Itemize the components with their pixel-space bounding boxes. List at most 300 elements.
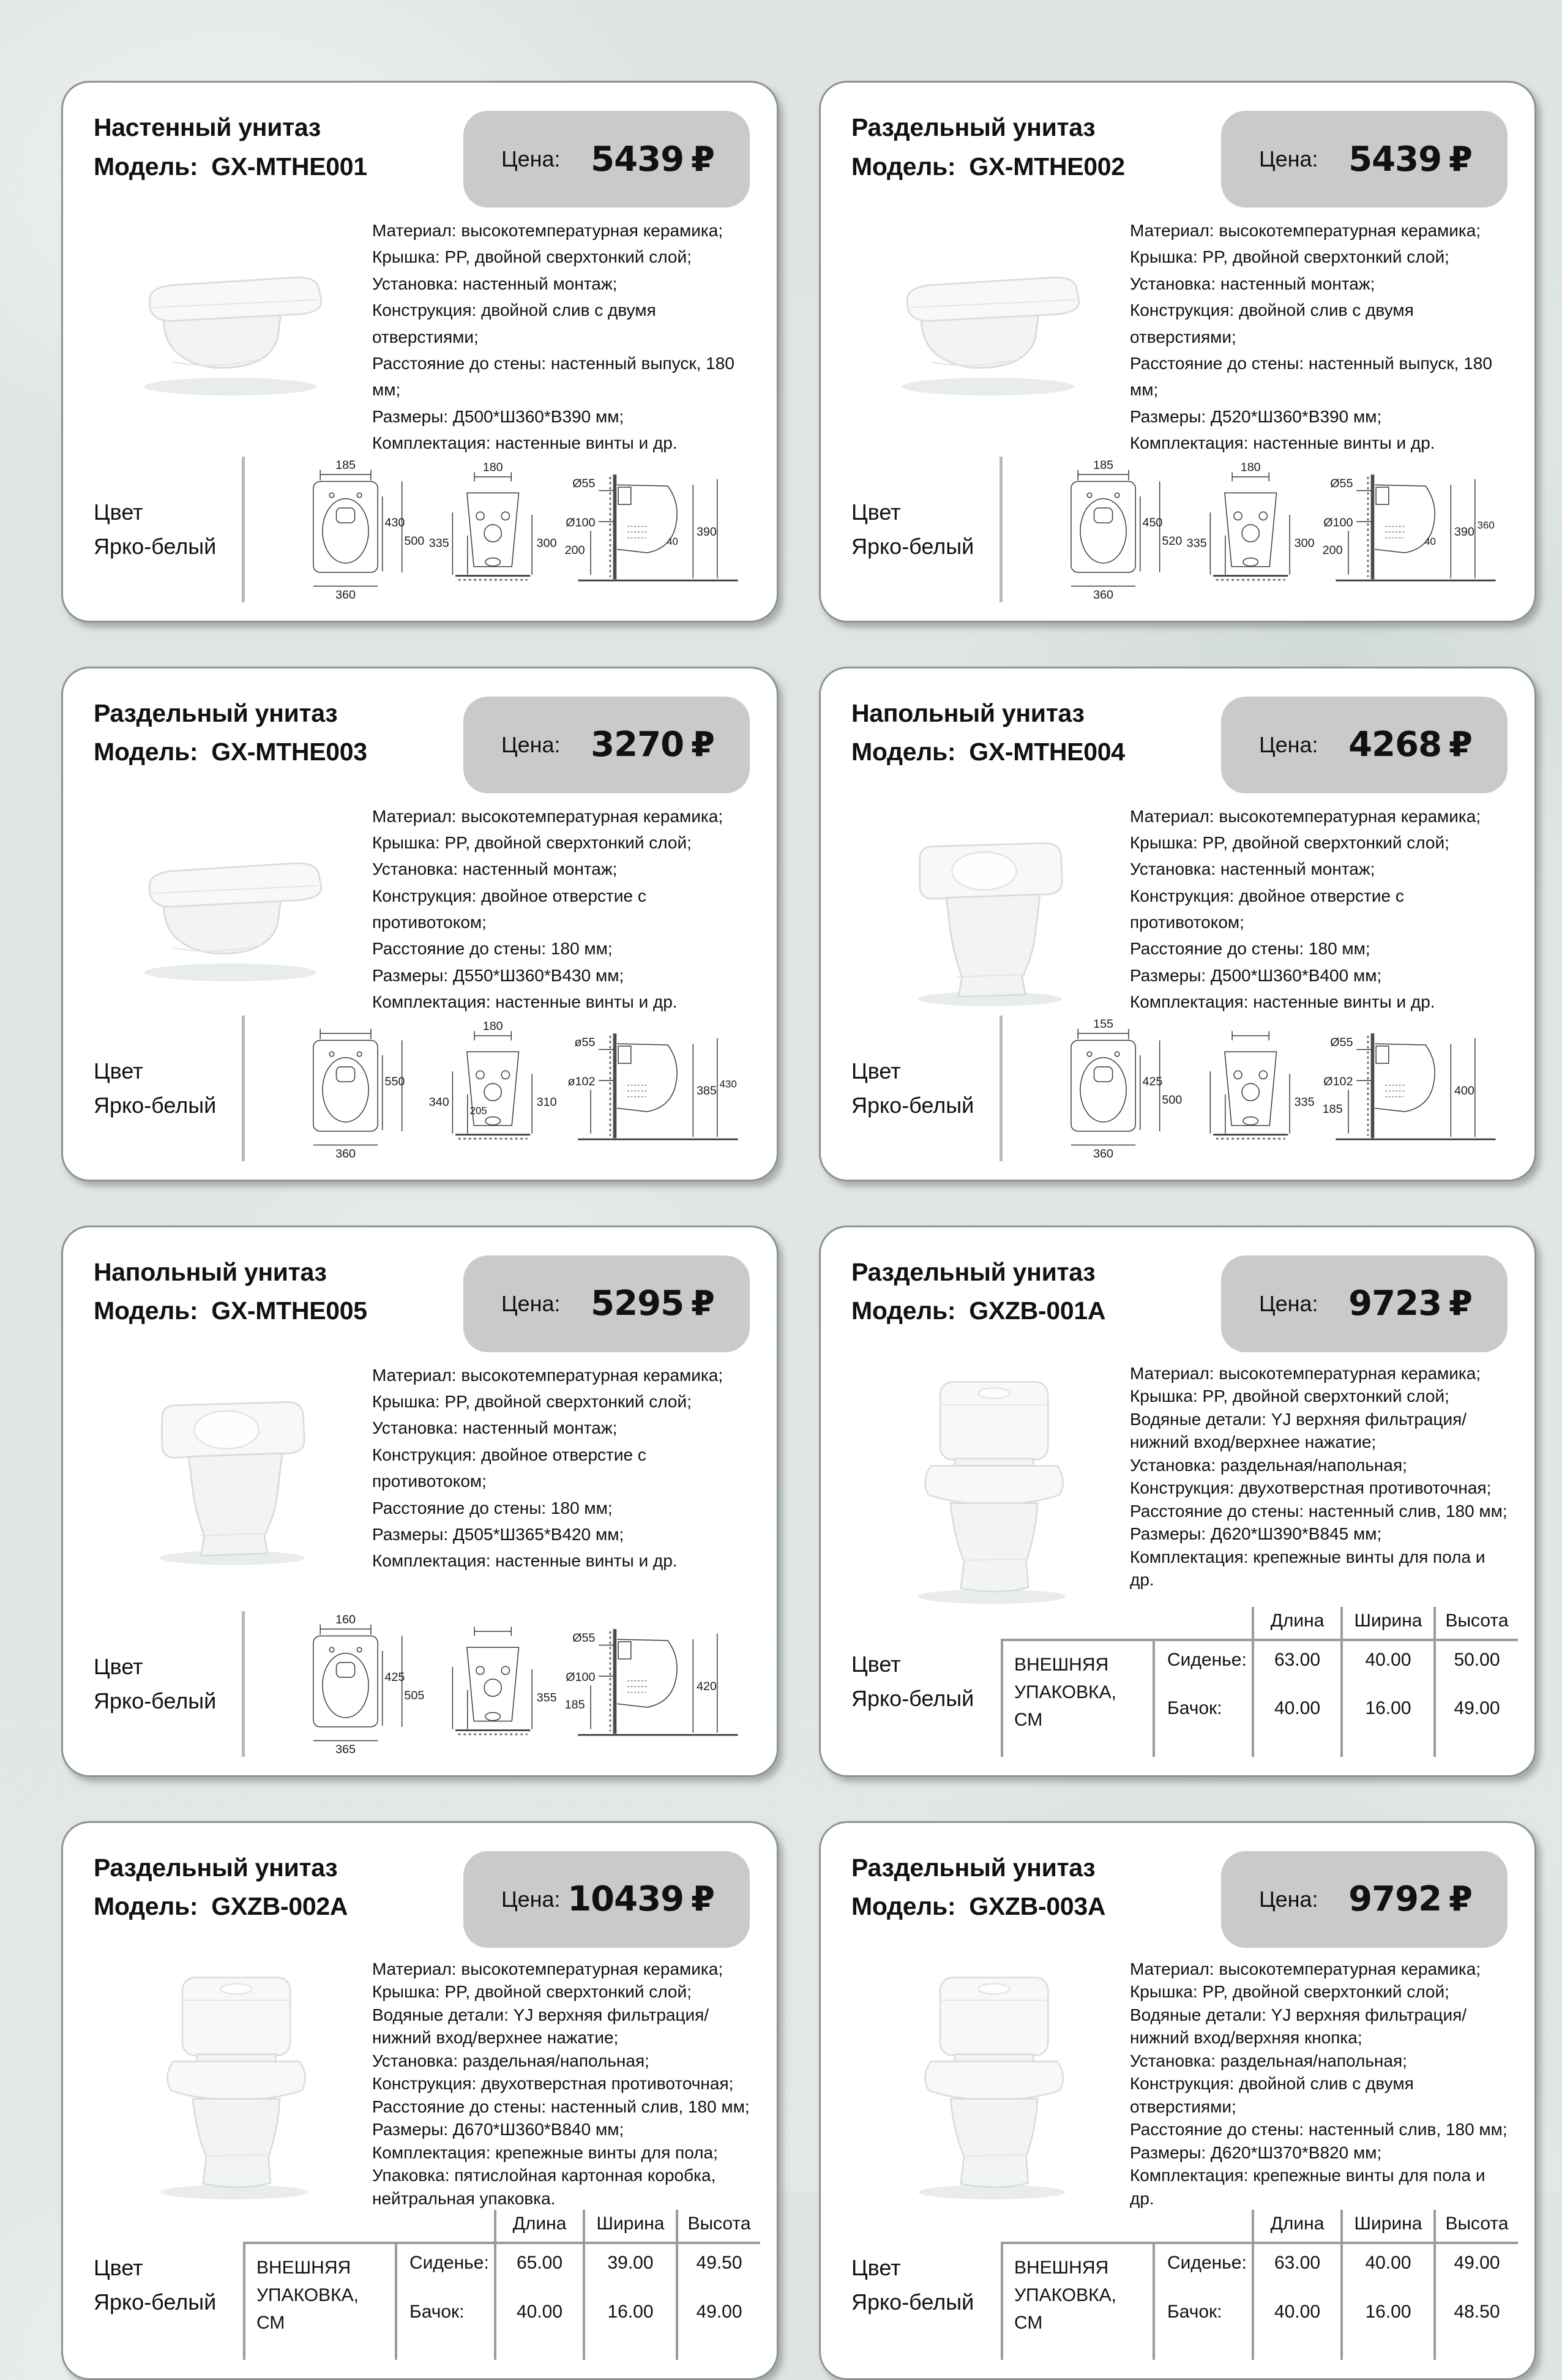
- color-value: Ярко-белый: [94, 1092, 217, 1118]
- color-block: [851, 1647, 997, 1716]
- product-photo: [94, 1357, 372, 1574]
- price-label: Цена:: [1259, 1290, 1318, 1316]
- col-header-length: Длина: [1252, 2210, 1340, 2242]
- spec-line: Материал: высокотемпературная керамика;: [1130, 806, 1481, 826]
- dim-label: 340: [428, 1095, 449, 1109]
- price-pill: [1221, 697, 1508, 793]
- color-block: [851, 495, 997, 564]
- ruble-sign: ₽: [691, 1284, 714, 1324]
- spec-line: Конструкция: двухотверстная противоточная;: [372, 2074, 734, 2094]
- dim-label: 40: [667, 535, 678, 547]
- col-header-width: Ширина: [1340, 2210, 1433, 2242]
- dim-label: 205: [469, 1104, 487, 1117]
- package-label: [1001, 1639, 1153, 1738]
- spec-line: Крышка: PP, двойной сверхтонкий слой;: [372, 247, 692, 267]
- model-label: Модель:: [94, 1892, 198, 1921]
- color-block: [851, 1054, 997, 1123]
- price-label: Цена:: [501, 1886, 561, 1912]
- model-line: [94, 733, 367, 772]
- spec-line: Материал: высокотемпературная керамика;: [1130, 1959, 1481, 1978]
- table-spacer: [1001, 1607, 1153, 1639]
- card-bottom: [94, 457, 750, 602]
- model-line: [94, 148, 367, 187]
- price-amount: 9792: [1348, 1879, 1442, 1920]
- spec-list: [1130, 212, 1508, 457]
- spec-line: Размеры: Д550*Ш360*В430 мм;: [372, 965, 624, 985]
- color-value: Ярко-белый: [94, 1688, 217, 1713]
- spec-line: Установка: раздельная/напольная;: [1130, 1455, 1407, 1475]
- row-label-tank: Бачок:: [395, 2293, 494, 2342]
- price-pill: [463, 111, 750, 208]
- spec-line: Материал: высокотемпературная керамика;: [1130, 1363, 1481, 1383]
- spec-line: Крышка: PP, двойной сверхтонкий слой;: [1130, 247, 1449, 267]
- dim-label: 425: [384, 1670, 405, 1684]
- color-block: [94, 495, 239, 564]
- spec-line: Установка: настенный монтаж;: [372, 274, 618, 293]
- dim-label: 450: [1142, 515, 1163, 530]
- dim-label: ø102: [567, 1074, 596, 1088]
- color-value: Ярко-белый: [94, 2289, 217, 2315]
- card-header: [851, 1844, 1508, 1948]
- col-header-height: Высота: [676, 2210, 760, 2242]
- spec-line: Конструкция: двухотверстная противоточная;: [1130, 1478, 1492, 1498]
- card-title: [94, 1844, 348, 1926]
- spec-line: Конструкция: двойное отверстие с противотоком;: [1130, 886, 1404, 932]
- spec-line: Комплектация: настенные винты и др.: [372, 433, 678, 453]
- dim-label: 400: [1454, 1083, 1474, 1098]
- card-bottom: [94, 1016, 750, 1161]
- dim-label: ø55: [574, 1036, 596, 1050]
- spec-line: Крышка: PP, двойной сверхтонкий слой;: [1130, 1982, 1449, 2002]
- product-type: Раздельный унитаз: [94, 1853, 338, 1882]
- card-bottom: [851, 457, 1508, 602]
- package-label-line1: ВНЕШНЯЯ: [256, 2258, 351, 2278]
- cell-value: 40.00: [1340, 2242, 1433, 2293]
- dim-label: 310: [536, 1095, 557, 1109]
- product-card: [819, 1821, 1536, 2380]
- model-value: GX-MTHE004: [969, 738, 1125, 766]
- product-type: Раздельный унитаз: [94, 698, 338, 727]
- price-label: Цена:: [1259, 146, 1318, 171]
- color-value: Ярко-белый: [851, 2289, 974, 2315]
- spec-line: Размеры: Д620*Ш390*В845 мм;: [1130, 1524, 1382, 1544]
- color-label: Цвет: [851, 499, 901, 525]
- card-header: [851, 1248, 1508, 1352]
- drawing-bottom: [997, 1016, 1508, 1161]
- color-value: Ярко-белый: [851, 533, 974, 559]
- color-label: Цвет: [94, 2255, 143, 2281]
- price-amount: 5295: [591, 1284, 684, 1324]
- card-title: [94, 689, 367, 772]
- divider: [1000, 457, 1003, 602]
- price-value: [1348, 140, 1472, 179]
- model-label: Модель:: [851, 1892, 956, 1921]
- spec-line: Конструкция: двойной слив с двумя отверстиями;: [1130, 2074, 1414, 2116]
- price-label: Цена:: [1259, 732, 1318, 757]
- dim-label: Ø55: [1330, 1036, 1353, 1050]
- dim-label: 500: [1162, 1093, 1183, 1107]
- dim-label: 365: [335, 1743, 356, 1756]
- dim-label: 425: [1142, 1074, 1163, 1088]
- cell-value: 40.00: [1252, 2293, 1340, 2342]
- spec-line: Комплектация: крепежные винты для пола и др.: [1130, 1547, 1485, 1590]
- color-value: Ярко-белый: [94, 533, 217, 559]
- price-pill: [1221, 1255, 1508, 1352]
- cell-value: 49.00: [1433, 2242, 1518, 2293]
- dim-label: 420: [696, 1679, 717, 1693]
- price-pill: [463, 697, 750, 793]
- spec-line: Упаковка: пятислойная картонная коробка, нейтральная упаковка.: [372, 2166, 716, 2208]
- product-type: Напольный унитаз: [851, 698, 1085, 727]
- dim-label: 360: [1093, 588, 1114, 602]
- product-photo: [851, 798, 1130, 1016]
- drawing-bottom: [239, 1611, 750, 1757]
- wall-hung-toilet-image: [105, 219, 362, 402]
- dim-label: 200: [1322, 543, 1343, 557]
- col-header-height: Высота: [1433, 2210, 1518, 2242]
- cell-value: 16.00: [1340, 2293, 1433, 2342]
- spec-list: [372, 1357, 750, 1574]
- model-line: [94, 1292, 367, 1331]
- spec-line: Конструкция: двойной слив с двумя отверстиями;: [1130, 301, 1414, 346]
- spec-line: Водяные детали: YJ верхняя фильтрация/нижний вход/верхняя кнопка;: [1130, 2005, 1467, 2048]
- table-edge: [494, 2341, 583, 2360]
- table-edge: [1252, 2341, 1340, 2360]
- model-value: GX-MTHE005: [211, 1297, 367, 1325]
- spec-line: Расстояние до стены: 180 мм;: [372, 1498, 613, 1517]
- model-line: [851, 733, 1125, 772]
- dim-label: Ø100: [1323, 515, 1353, 530]
- product-type: Настенный унитаз: [94, 113, 321, 141]
- ruble-sign: ₽: [1449, 139, 1472, 179]
- card-bottom: [94, 2210, 750, 2360]
- package-label-line2: УПАКОВКА, СМ: [1014, 1682, 1116, 1730]
- price-value: [591, 725, 714, 765]
- divider: [242, 1016, 245, 1161]
- dim-label: 335: [1294, 1095, 1315, 1109]
- dim-label: 160: [335, 1612, 356, 1626]
- ruble-sign: ₽: [691, 139, 714, 179]
- spec-line: Установка: настенный монтаж;: [1130, 274, 1375, 293]
- dim-label: 335: [1186, 536, 1207, 550]
- price-pill: [463, 1255, 750, 1352]
- spec-line: Расстояние до стены: настенный слив, 180 мм;: [372, 2097, 750, 2116]
- package-label-line1: ВНЕШНЯЯ: [1014, 1654, 1109, 1675]
- spec-line: Расстояние до стены: настенный выпуск, 180 мм;: [372, 353, 734, 400]
- cell-value: 63.00: [1252, 2242, 1340, 2293]
- cell-value: 49.00: [676, 2293, 760, 2342]
- price-value: [591, 1284, 714, 1323]
- product-card: [819, 667, 1536, 1181]
- product-photo: [851, 212, 1130, 402]
- spec-list: [372, 798, 750, 1016]
- model-value: GXZB-002A: [211, 1892, 348, 1921]
- package-table: [997, 1607, 1518, 1757]
- spec-line: Комплектация: крепежные винты для пола и др.: [1130, 2166, 1485, 2208]
- price-value: [1348, 1284, 1472, 1323]
- dim-label: 185: [1322, 1102, 1343, 1117]
- product-card: [61, 1226, 779, 1777]
- dim-label: 390: [1454, 525, 1474, 539]
- dim-label: 360: [335, 588, 356, 602]
- price-pill: [1221, 1851, 1508, 1948]
- close-coupled-toilet-image: [859, 1363, 1123, 1607]
- package-label: [243, 2242, 395, 2341]
- card-header: [94, 1248, 750, 1352]
- dim-label: 180: [1240, 460, 1261, 474]
- dim-label: 355: [536, 1691, 557, 1705]
- col-header-height: Высота: [1433, 1607, 1518, 1639]
- row-label-tank: Бачок:: [1153, 1690, 1252, 1738]
- card-header: [94, 1844, 750, 1948]
- price-value: [1348, 1879, 1472, 1919]
- color-block: [94, 1054, 239, 1123]
- divider: [242, 1611, 245, 1757]
- drawing-bottom: [997, 457, 1508, 602]
- ruble-sign: ₽: [1449, 1879, 1472, 1920]
- model-label: Модель:: [851, 1297, 956, 1325]
- package-table: [997, 2210, 1518, 2360]
- spec-line: Комплектация: настенные винты и др.: [372, 992, 678, 1012]
- product-photo: [94, 798, 372, 988]
- spec-line: Размеры: Д670*Ш360*В840 мм;: [372, 2120, 624, 2139]
- dim-label: 185: [335, 458, 356, 472]
- table-edge: [1001, 1738, 1153, 1757]
- dim-label: 200: [564, 543, 585, 557]
- product-type: Раздельный унитаз: [851, 1257, 1096, 1286]
- col-header-length: Длина: [1252, 1607, 1340, 1639]
- dim-label: Ø100: [566, 1670, 596, 1684]
- divider: [1000, 1016, 1003, 1161]
- color-value: Ярко-белый: [851, 1686, 974, 1712]
- table-edge: [1433, 2341, 1518, 2360]
- price-pill: [1221, 111, 1508, 208]
- spec-line: Крышка: PP, двойной сверхтонкий слой;: [372, 833, 692, 852]
- model-value: GX-MTHE001: [211, 152, 367, 181]
- card-body: [851, 1953, 1508, 2210]
- package-table: [239, 2210, 760, 2360]
- spec-line: Расстояние до стены: настенный слив, 180 мм;: [1130, 2120, 1508, 2139]
- spec-list: [1130, 1357, 1508, 1592]
- price-value: [1348, 725, 1472, 765]
- wall-hung-toilet-image: [862, 219, 1119, 402]
- spec-line: Размеры: Д500*Ш360*В400 мм;: [1130, 965, 1382, 985]
- model-line: [851, 148, 1125, 187]
- spec-line: Конструкция: двойной слив с двумя отверстиями;: [372, 301, 656, 346]
- model-line: [851, 1887, 1105, 1926]
- col-header-width: Ширина: [1340, 1607, 1433, 1639]
- product-card: [61, 1821, 779, 2380]
- product-card: [61, 667, 779, 1181]
- table-spacer: [1153, 1607, 1252, 1639]
- spec-line: Крышка: PP, двойной сверхтонкий слой;: [1130, 833, 1449, 852]
- package-label-line1: ВНЕШНЯЯ: [1014, 2258, 1109, 2278]
- dim-label: 180: [482, 1019, 503, 1033]
- price-amount: 3270: [591, 725, 684, 765]
- floor-toilet-image: [869, 804, 1113, 1016]
- catalog-grid: [61, 81, 1536, 2380]
- price-amount: 10439: [567, 1879, 684, 1920]
- spec-list: [1130, 1953, 1508, 2210]
- table-edge: [1252, 1738, 1340, 1757]
- spec-line: Материал: высокотемпературная керамика;: [372, 221, 723, 240]
- spec-line: Комплектация: настенные винты и др.: [372, 1551, 678, 1571]
- spec-line: Материал: высокотемпературная керамика;: [1130, 221, 1481, 240]
- spec-line: Расстояние до стены: настенный выпуск, 180 мм;: [1130, 353, 1492, 400]
- table-spacer: [243, 2210, 395, 2242]
- price-label: Цена:: [501, 146, 561, 171]
- card-bottom: [94, 1611, 750, 1757]
- price-pill: [463, 1851, 750, 1948]
- table-edge: [1340, 2341, 1433, 2360]
- model-value: GX-MTHE002: [969, 152, 1125, 181]
- spec-line: Расстояние до стены: 180 мм;: [372, 939, 613, 959]
- card-header: [851, 689, 1508, 793]
- spec-line: Крышка: PP, двойной сверхтонкий слой;: [372, 1982, 692, 2002]
- dim-label: Ø102: [1323, 1074, 1353, 1088]
- model-line: [851, 1292, 1105, 1331]
- table-edge: [1001, 2341, 1153, 2360]
- model-label: Модель:: [851, 738, 956, 766]
- cell-value: 40.00: [1340, 1639, 1433, 1690]
- model-value: GX-MTHE003: [211, 738, 367, 766]
- dim-label: 360: [1477, 519, 1495, 531]
- price-label: Цена:: [1259, 1886, 1318, 1912]
- price-amount: 5439: [1348, 139, 1442, 179]
- table-spacer: [395, 2210, 494, 2242]
- dim-label: 300: [536, 536, 557, 550]
- table-edge: [1153, 2341, 1252, 2360]
- dim-label: 550: [384, 1074, 405, 1088]
- product-card: [819, 81, 1536, 623]
- price-value: [591, 140, 714, 179]
- ruble-sign: ₽: [1449, 725, 1472, 765]
- dim-label: 505: [404, 1689, 425, 1703]
- dim-label: 390: [696, 525, 717, 539]
- spec-line: Установка: раздельная/напольная;: [372, 2051, 649, 2070]
- color-label: Цвет: [94, 1653, 143, 1679]
- card-body: [851, 798, 1508, 1016]
- spec-line: Установка: раздельная/напольная;: [1130, 2051, 1407, 2070]
- table-edge: [583, 2341, 676, 2360]
- color-value: Ярко-белый: [851, 1092, 974, 1118]
- spec-line: Конструкция: двойное отверстие с противотоком;: [372, 886, 646, 932]
- price-label: Цена:: [501, 1290, 561, 1316]
- spec-line: Водяные детали: YJ верхняя фильтрация/нижний вход/верхнее нажатие;: [1130, 1409, 1467, 1452]
- dim-label: 500: [404, 534, 425, 548]
- table-edge: [1340, 1738, 1433, 1757]
- product-type: Раздельный унитаз: [851, 1853, 1096, 1882]
- spec-list: [372, 1953, 750, 2210]
- spec-line: Материал: высокотемпературная керамика;: [372, 1365, 723, 1385]
- dim-label: 430: [719, 1078, 737, 1090]
- color-block: [94, 1650, 239, 1718]
- dimension-drawing: [260, 1612, 749, 1756]
- card-title: [94, 103, 367, 186]
- model-label: Модель:: [94, 738, 198, 766]
- cell-value: 40.00: [1252, 1690, 1340, 1738]
- dim-label: 180: [482, 460, 503, 474]
- price-amount: 5439: [591, 139, 684, 179]
- dim-label: 185: [1093, 458, 1114, 472]
- product-type: Напольный унитаз: [94, 1257, 327, 1286]
- card-bottom: [851, 2210, 1508, 2360]
- dim-label: 40: [1424, 535, 1436, 547]
- row-label-seat: Сиденье:: [395, 2242, 494, 2293]
- spec-line: Установка: настенный монтаж;: [372, 859, 618, 879]
- color-label: Цвет: [851, 1058, 901, 1083]
- dim-label: 360: [335, 1147, 356, 1161]
- model-value: GXZB-001A: [969, 1297, 1106, 1325]
- color-label: Цвет: [94, 1058, 143, 1083]
- card-header: [94, 689, 750, 793]
- col-header-length: Длина: [494, 2210, 583, 2242]
- row-label-seat: Сиденье:: [1153, 2242, 1252, 2293]
- table-spacer: [1001, 2210, 1153, 2242]
- spec-line: Расстояние до стены: 180 мм;: [1130, 939, 1370, 959]
- product-photo: [851, 1953, 1130, 2202]
- table-edge: [1153, 1738, 1252, 1757]
- cell-value: 39.00: [583, 2242, 676, 2293]
- spec-line: Материал: высокотемпературная керамика;: [372, 1959, 723, 1978]
- dim-label: 300: [1294, 536, 1315, 550]
- dim-label: 185: [564, 1698, 585, 1712]
- card-body: [94, 798, 750, 1016]
- spec-line: Комплектация: настенные винты и др.: [1130, 992, 1435, 1012]
- card-title: [851, 689, 1125, 772]
- spec-line: Расстояние до стены: настенный слив, 180 мм;: [1130, 1501, 1508, 1521]
- price-amount: 9723: [1348, 1284, 1442, 1324]
- dim-label: 335: [428, 536, 449, 550]
- spec-line: Материал: высокотемпературная керамика;: [372, 806, 723, 826]
- color-label: Цвет: [851, 1652, 901, 1677]
- wall-hung-toilet-image: [105, 804, 362, 988]
- dim-label: Ø55: [1330, 476, 1353, 490]
- ruble-sign: ₽: [1449, 1284, 1472, 1324]
- spec-list: [1130, 798, 1508, 1016]
- drawing-bottom: [239, 457, 750, 602]
- dim-label: 430: [384, 515, 405, 530]
- card-title: [851, 103, 1125, 186]
- dim-label: 155: [1093, 1017, 1114, 1031]
- card-body: [851, 212, 1508, 457]
- spec-line: Комплектация: крепежные винты для пола;: [372, 2142, 718, 2162]
- card-header: [851, 103, 1508, 208]
- package-label-line2: УПАКОВКА, СМ: [1014, 2285, 1116, 2333]
- spec-line: Размеры: Д620*Ш370*В820 мм;: [1130, 2142, 1382, 2162]
- card-body: [94, 1357, 750, 1574]
- cell-value: 16.00: [1340, 1690, 1433, 1738]
- row-label-tank: Бачок:: [1153, 2293, 1252, 2342]
- spec-list: [372, 212, 750, 457]
- price-value: [567, 1879, 714, 1919]
- card-title: [851, 1844, 1105, 1926]
- table-edge: [243, 2341, 395, 2360]
- table-spacer: [1153, 2210, 1252, 2242]
- price-amount: 4268: [1348, 725, 1442, 765]
- product-photo: [94, 212, 372, 402]
- cell-value: 16.00: [583, 2293, 676, 2342]
- dimension-drawing: [260, 1016, 749, 1160]
- price-label: Цена:: [501, 732, 561, 757]
- model-line: [94, 1887, 348, 1926]
- dim-label: 385: [696, 1083, 717, 1098]
- dimension-drawing: [1017, 457, 1507, 601]
- product-type: Раздельный унитаз: [851, 113, 1096, 141]
- color-label: Цвет: [851, 2255, 901, 2281]
- drawing-bottom: [239, 1016, 750, 1161]
- package-label: [1001, 2242, 1153, 2341]
